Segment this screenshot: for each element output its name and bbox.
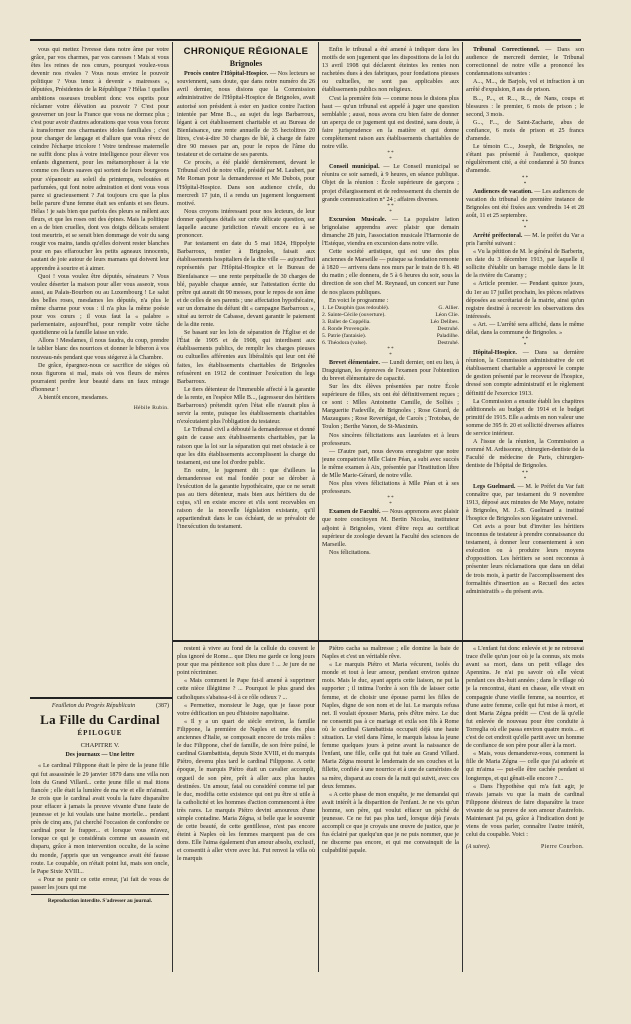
to-be-continued: (A suivre).: [466, 844, 491, 851]
program-title: 4. Ronde Provençale.: [322, 325, 370, 332]
paragraph: Enfin le tribunal a été amené à indiquer dans les motifs de son jugement que les dispositions de la loi du 13 avril 1908 qui déclarent éteintes les rentes non rachetées dues à des fabriques, pour fondations pieuses ou cultuelles, ne sont pas applicables aux établissements publics non religieux.: [322, 47, 459, 94]
paragraph: Quoi ! vous voulez être députés, sénateurs ? Vous voulez déserter la maison pour aller vous asseoir, vous aussi, au Palais-Bourbon ou au Luxembourg ! Le salut des belles roses, mesdames les députés, n'a plus le même charme pour vous : il n'a plus la même poésie pour vos cœurs ; il vous faut la « palabre » parlementaire, aujourd'hui, pour remplir votre tâche quotidienne où la famille laisse un vide.: [31, 273, 169, 337]
paragraph: « Il y a un quart de siècle environ, la famille Filippone, la première de Naples et une des plus anciennes d'Italie, se composait encore de trois mâles : le duc Filippone, chef de famille, de son frère puîné, le cardinal Giambattista, depuis Sixte XVIII, et du marquis Piétro, devenu plus tard le cardinal Filippone. A cette époque, le marquis Piétro était un cavalier accompli, orgueil de son père, prêt à aller aux plus hautes destinées. Un amour, fatal ou considéré comme tel par le duc, modifia cette existence qui ont pu être si utile à la catholicité et les hommes d'action commencent à être très rares. Le marquis Piétro devint amoureux d'une simple contadine. Maria Zégna, si belle que le souvenir de cette beauté, de cette gentillesse, n'est pas encore éteint à Naples où les femmes marquent pas de ces dons. Elle l'aima également d'un amour absolu, exclusif, et consentit à aller vivre avec lui. Fut renvoi la villa où le marquis: [177, 718, 315, 863]
paragraph: Examen de Faculté. — Nous apprenons avec plaisir que notre concitoyen M. Bertin Nicolas, instituteur adjoint à Brignoles, vient d'être reçu au certificat supérieur de zoologie devant la Faculté des sciences de Marseille.: [322, 509, 459, 548]
feuilleton-column-1: [31, 702, 169, 1002]
separator-stars: * * *: [387, 496, 394, 508]
subsection-text: Dans sa dernière réunion, la Commission administrative de cet établissement charitable a approuvé le compte de gestion présenté par le receveur de l'hospice, dressé son compte administratif et le règlement définitif de l'exercice 1913.: [466, 350, 584, 397]
program-author: Léon Clie.: [435, 311, 459, 318]
program-row: [322, 326, 459, 333]
subsection-text: La populaire lation brignolaise apprendra avec plaisir que demain dimanche 28 juin, l'association musicale l'Harmonie de l'Estéque, viendra en excursion dans notre ville.: [322, 216, 459, 247]
paragraph: vous qui mettez l'ivresse dans notre âme par votre grâce, par vos charmes, par vos caresses ! Mais si vous êtes les reines de nos cœurs, pourquoi voulez-vous devenir nos rivales ? Vous nous enviez le pouvoir politique ? Vous tenez à devenir « mairesses », députées, Présidentes de la République ? Hélas ! quelles ambitions osseuses troublent donc vos esprits pour réclamer votre élévation au pouvoir ? C'est pour gouverner un jour la France que vous ne dormez plus ; c'est pour avoir d'autres adorations que vous vous forcez à transformer nos charmantes idoles familiales ; c'est pour changer de langage et d'allure que vous rêvez de ceindre l'écharpe tricolore ! Votre tendresse maternelle ne suffit donc plus à votre intelligence pour élever vos enfants dignement, pour les métamorphoser à la vie comme ces fleurs suaves qui sortent de leurs bourgeons pour s'épanouir au soleil du printemps, veloutées et parfumées, qui font notre admiration et dont vous vous parez si gracieusement ? J'ai toujours cru que la plus belle parure d'une femme était ses enfants et ses fleurs. Hélas ! je sais bien que parfois des pleurs se mêlent aux fleurs, et que les roses ont des épines. Mais la politique en a de bien cruelles, dont vos doigts délicats seraient tout meurtris, et se serait bien dommage de voir du sang rougir vos mains, tandis qu'elles doivent rester blanches pour en pas effaroucher les petits agneaux innocents, sautant de joie autour de leurs mamans qui doivent leur apprendre à sourire et à aimer.: [31, 47, 169, 272]
program-row: [322, 312, 459, 319]
subsection-heading: Examen de Faculté.: [329, 509, 381, 516]
subsection-heading: Brevet élémentaire.: [329, 359, 380, 366]
subsection-text: Les audiences de vacation du tribunal de première instance de Brignoles ont été fixées aux vendredis 14 et 28 août, 11 et 25 septembre.: [466, 188, 584, 219]
program-author: Paladilhe.: [436, 332, 459, 339]
paragraph: « L'enfant fut donc enlevée et je ne retrouvai trace d'elle qu'un jour où je la connus, six mois avant sa mort, dans un petit village des Apennins. Je n'ai pu savoir où elle vécut pendant ces dix-huit années ; dans le village où je la rencontrai, étant en chasse, elle vivait en compagnie d'une vieille femme, sa nourrice, et d'une autre femme, celle qui fut mise à mort, et dont Maria Zégna prédit — C'est de là qu'elle fut enlevée de nouveau pour être conduite à Torreglia où elle passa environ quatre mois... et c'est de cet endroit qu'elle partit avec un homme de confiance de son père pour aller à la mort.: [466, 646, 584, 750]
chronique-regionale: [177, 46, 315, 636]
subsection-text: M. le préfet du Var a pris l'arrêté suivant :: [466, 232, 584, 247]
program-title: 2. Sainte-Cécile (ouverture).: [322, 311, 386, 318]
paragraph: restent à vivre au fond de la cellule du couvent le plus ignoré de Rome... que Dieu me garde ce long jours pour que ma pénitence soit plus dure ! ... Je jure de ne point récriminer.: [177, 646, 315, 677]
subsection-heading: Arrêté préfectoral.: [473, 232, 523, 239]
paragraph: Nos sincères félicitations aux lauréates et à leurs professeurs.: [322, 432, 459, 447]
paragraph: Conseil municipal. — Le Conseil municipal se réunira ce soir samedi, à 9 heures, en séance publique. Objet de la réunion : École supérieure de garçons ; projet d'élargissement et de redressement du chemin de grande communication n° 24 ; affaires diverses.: [322, 164, 459, 203]
feuilleton-column-2: [177, 645, 315, 1007]
subsection-text: M. le Préfet du Var fait connaître que, par testament du 9 novembre 1913, déposé aux minutes de Me Maye, notaire à Brignoles, M. J.-B. Guelmard a institué l'hospice de Brignoles son légataire universel.: [466, 483, 584, 522]
paragraph: Excursion Musicale. — La populaire lation brignolaise apprendra avec plaisir que demain dimanche 28 juin, l'association musicale l'Harmonie de l'Estéque, viendra en excursion dans notre ville.: [322, 216, 459, 247]
paragraph: Se basant sur les lois de séparation de l'Église et de l'État de 1905 et de 1908, qui interdisent aux établissements publics, de remplir les charges pieuses ou cultuelles afférentes aux libéralités qui leur ont été faites, les établissements charitables de Brignoles refusèrent en 1912 de continuer l'exécution du legs Barbarroux.: [177, 330, 315, 385]
subsection-heading: Audiences de vacation.: [473, 188, 533, 195]
novel-author: Pierre Courbon.: [540, 844, 584, 851]
column-4-news: [466, 46, 584, 636]
separator-stars: * * *: [521, 470, 529, 482]
subsection-text: Nous apprenons avec plaisir que notre concitoyen M. Bertin Nicolas, instituteur adjoint à Brignoles, vient d'être reçu au certificat supérieur de zoologie devant la Faculté des sciences de Marseille.: [322, 509, 459, 548]
paragraph: Le témoin C..., Joseph, de Brignoles, ne s'étant pas présenté à l'audience, quoique régulièrement cité, a été condamné à 50 francs d'amende.: [466, 144, 584, 175]
paragraph: Audiences de vacation. — Les audiences de vacation du tribunal de première instance de Brignoles ont été fixées aux vendredis 14 et 28 août, 11 et 25 septembre.: [466, 188, 584, 219]
paragraph: « Article premier. — Pendant quinze jours, du 1er au 17 juillet prochain, les pièces relatives déposées au secrétariat de la mairie, ainsi qu'un registre destiné à recevoir les observations des intéressés.: [466, 281, 584, 320]
feuilleton-header-text: Feuilleton du Progrès Républicain: [51, 703, 136, 709]
column-1-article: [31, 46, 169, 694]
paragraph: Cet avis a pour but d'inviter les héritiers inconnus de testateur à prendre connaissance du testament, à donner leur consentement à son exécution ou à produire leurs moyens d'opposition. Les héritiers se sont reconnus à présenter leurs réclamations que dans un délai de trois mois, à partir de l'accomplissement des formalités d'insertion au « Recueil des actes administratifs » du présent avis.: [466, 523, 584, 595]
program-author: G. Allier.: [438, 304, 459, 311]
paragraph: Arrêté préfectoral. — M. le préfet du Var a pris l'arrêté suivant :: [466, 232, 584, 247]
separator-stars: * * *: [387, 346, 394, 358]
feuilleton-column-3: [322, 645, 459, 1007]
paragraph: « Art. — L'arrêté sera affiché, dans le même délai, dans la commune de Brignoles. »: [466, 321, 584, 336]
feuilleton-header: [31, 702, 169, 710]
paragraph: C'est la première fois — comme nous le disions plus haut — qu'un tribunal est appelé à juger une question semblable ; aussi, nous avons cru bien faire de donner un aperçu de ce jugement qui est destiné, sans doute, à faire jurisprudence en la matière et qui donne complètement raison aux établissements charitables de notre ville.: [322, 95, 459, 151]
program-row: [322, 333, 459, 340]
program-author: Léo Delibes.: [430, 318, 459, 325]
section-title: CHRONIQUE RÉGIONALE: [183, 46, 309, 57]
paragraph: « Mais, vous demanderez-vous, comment la fille de Maria Zégna — celle que j'ai adorée et qui m'aima — put-elle être cachée pendant si longtemps, et qui gênait-elle encore ? ...: [466, 751, 584, 782]
subsection-heading: Conseil municipal.: [329, 164, 380, 171]
paragraph: Allons ! Mesdames, il nous faudra, du coup, prendre le tablier blanc des nourrices et donner le biberon à vos nouveau-nés pendant que vous siégerez à la Chambre.: [31, 338, 169, 361]
paragraph: Nous croyons intéressant pour nos lecteurs, de leur donner quelques détails sur cette délicate question, sur laquelle aucune juridiction n'avait encore eu à se prononcer.: [177, 208, 315, 240]
program-row: [322, 319, 459, 326]
paragraph: Le Tribunal civil a débouté la demanderesse et donné gain de cause aux établissements charitables, par la raison que la loi sur la séparation qui met obstacle à ce que les dits établissements accomplissent la charge du testament, est une loi d'ordre public.: [177, 427, 315, 466]
paragraph: Procès contre l'Hôpital-Hospice. — Nos lecteurs se souviennent, sans doute, que dans notre numéro du 26 avril dernier, nous disions que la Commission administrative de l'Hôpital-Hospice de Brignoles, avait autorisé son président à ester en justice contre l'action intentée par Mme B..., au sujet du legs Barbarroux, légant à cet établissement charitable et au Bureau de Bienfaisance, une rente annuelle de 35 hectolitres 20 litres, c'est-à-dire 30 charges de blé, à charge de faire dire 90 messes par an, pour le repos de l'âme du testateur et de certaine de ses parents.: [177, 71, 315, 159]
continuation-line: [466, 843, 584, 851]
column-rule: [462, 42, 463, 972]
novel-title: La Fille du Cardinal: [40, 712, 160, 728]
signature: Hébile Rubin.: [133, 405, 169, 412]
program-row: [322, 305, 459, 312]
paragraph: Hôpital-Hospice. — Dans sa dernière réunion, la Commission administrative de cet établissement charitable a approuvé le compte de gestion présenté par le receveur de l'hospice, dressé son compte administratif et le règlement définitif de l'exercice 1913.: [466, 350, 584, 397]
paragraph: Nos félicitations.: [329, 549, 371, 556]
paragraph: Brevet élémentaire. — Lundi dernier, ont eu lieu, à Draguignan, les épreuves de l'examen pour l'obtention du brevet élémentaire de capacité.: [322, 359, 459, 382]
paragraph: De grâce, épargnez-nous ce sacrifice de sièges où nous figurons si mal, mais où vos fleurs de mères pourraient perdre leur beauté dans un faux mirage d'honneur !: [31, 362, 169, 393]
subsection-heading: Hôpital-Hospice.: [473, 350, 517, 357]
subsection-text: Lundi dernier, ont eu lieu, à Draguignan, les épreuves de l'examen pour l'obtention du brevet élémentaire de capacité.: [322, 359, 459, 382]
separator-stars: * * *: [521, 337, 529, 349]
episode-number: (387): [156, 703, 169, 709]
paragraph: En voici le programme :: [329, 297, 389, 304]
paragraph: A..., M..., de Barjols, vol et infraction à un arrêté d'expulsion, 8 ans de prison.: [466, 79, 584, 94]
program-author: Destruhé.: [437, 325, 459, 332]
town-heading: Brignoles: [229, 59, 263, 69]
subsection-heading: Excursion Musicale.: [329, 216, 387, 223]
feuilleton-rule: [173, 640, 583, 642]
program-row: [322, 340, 459, 347]
top-rule: [30, 39, 581, 41]
subsection-heading: Procès contre l'Hôpital-Hospice.: [184, 71, 269, 78]
paragraph: La Commission a ensuite établi les chapitres additionnels au budget de 1914 et le budget primitif de 1915. Elle a admis en non valeur une somme de 395 fr. 20 et sollicité diverses affaires de service intérieur.: [466, 398, 584, 438]
program-title: 6. Théodora (valse).: [322, 339, 367, 346]
paragraph: En outre, le jugement dit : que d'ailleurs la demanderesse est mal fondée pour se dérober à l'exécution de la garantie hypothécaire, que ce ne serait pas au tiers détenteur, mais bien aux héritiers du de cujus, s'il en existe encore et s'ils sont recevables en raison de la nouvelle législation existante, qu'il appartiendrait dans le cas échéant, de se prévaloir de l'inexécution du testament.: [177, 467, 315, 531]
subsection-heading: Legs Guelmard.: [473, 483, 516, 490]
paragraph: Le tiers détenteur de l'immeuble affecté à la garantie de la rente, en l'espèce Mlle B..., (agresseur des héritiers Barbarroux) prétendit qu'en l'état elle n'aurait plus à servir la rente, puisque les établissements charitables n'exécutaient plus l'obligation du testateur.: [177, 386, 315, 426]
column-3-news: [322, 46, 459, 636]
subsection-text: Nos lecteurs se souviennent, sans doute, que dans notre numéro du 26 avril dernier, nous disions que la Commission administrative de l'Hôpital-Hospice de Brignoles, avait autorisé son président à ester en justice contre l'action intentée par Mme B..., au sujet du legs Barbarroux, légant à cet établissement charitable et au Bureau de Bienfaisance, une rente annuelle de 35 hectolitres 20 litres, c'est-à-dire 30 charges de blé, à charge de faire dire 90 messes par an, pour le repos de l'âme du testateur et de certaine de ses parents.: [177, 71, 315, 159]
paragraph: « A cette phase de mon enquête, je me demandai qui avait intérêt à la disparition de l'enfant. Je ne vis qu'un homme, son père, qui voulut effacer un péché de jeunesse. Ce ne fut pas plus tard, lorsque déjà j'avais accompli ce que je croyais une œuvre de justice, que je fus éclairé par quelqu'un que je ne puis nommer, que je ne discerne pas encore, et qui me convainquit de la culpabilité papale.: [322, 791, 459, 855]
separator-stars: * * *: [521, 175, 529, 187]
concert-program: [322, 305, 459, 347]
feuilleton-column-4: [466, 645, 584, 1007]
paragraph: « Dans l'hypothèse qui m'a fait agir, je n'avais jamais vu que la main de cardinal Filippone désireux de faire disparaître la trace vivante de sa preuve de son amour d'autrefois. Maintenant j'ai pu, grâce à l'indication dont je viens de vous parler, connaître l'autre intérêt, celui du coupable. Voici :: [466, 783, 584, 839]
paragraph: Nos plus vives félicitations à Mlle Péan et à ses professeurs.: [322, 481, 459, 496]
paragraph: « Le marquis Piétro et Maria vécurent, isolés du monde et tout à leur amour, pendant environ quinze mois. Mais le duc, ayant appris cette liaison, ne put la supporter ; il intima l'ordre à son fils de laisser cette femme, et de choisir une épouse parmi les filles de Naples, digne de son nom et de lui. Le marquis refusa net. Il voulait épouser Maria, près d'être mère. Le duc ne consentit pas à ce mariage et exila son fils à Rome où le cardinal Giambattista occupait déjà une haute situation. Le vieil dans l'âme, le marquis laissa la jeune femme quelques jours à peine avant la naissance de l'enfant, une fille, celle qui fut tuée au Grand Villard. Maria Zégna mourut le lendemain de ses couches et la fillette, confiée à une nourrice et à une de caméristes de sa mère, disparut au cours de la nuit qui suivit, avec ces deux femmes.: [322, 662, 459, 790]
paragraph: Legs Guelmard. — M. le Préfet du Var fait connaître que, par testament du 9 novembre 1913, déposé aux minutes de Me Maye, notaire à Brignoles, M. J.-B. Guelmard a institué l'hospice de Brignoles son légataire universel.: [466, 483, 584, 522]
chapter-number: CHAPITRE V.: [80, 742, 120, 750]
program-title: 5. Patrie (fantaisie).: [322, 332, 367, 339]
column-rule: [318, 42, 319, 972]
paragraph: « Vu la pétition de M. le général de Barberin, en date du 3 décembre 1913, par laquelle il sollicite d'établir un barrage mobile dans le lit de la rivière du Caramy ;: [466, 249, 584, 280]
program-title: 1. Le Dauphin (pas redoublé).: [322, 304, 390, 311]
paragraph: B..., P..., et R..., R..., de Nans, coups et blessures : le premier, 6 mois de prison ; le second, 3 mois.: [466, 95, 584, 118]
paragraph: Par testament en date du 5 mai 1824, Hippolyte Barbarroux, rentier à Brignoles, faisait aux établissements hospitaliers de la dite ville — aujourd'hui représentés par l'Hôpital-Hospice et le Bureau de Bienfaisance — une rente perpétuelle de 30 charges de blé, payable chaque année, sur l'attestation écrite du prêtre qui aurait dit 90 messes, pour le repos de son âme et de celles de ses parents ; une affectation hypothécaire, sur un domaine du défunt dit « campagne Barbarroux », situé au terroir de Cabasse, devant garantir le paiement de la dite rente.: [177, 241, 315, 329]
feuilleton-rule: [30, 697, 172, 699]
paragraph: Piétro cacha sa maîtresse ; elle domine la baie de Naples et c'est un véritable rêve.: [322, 646, 459, 661]
column-rule: [172, 42, 173, 972]
program-title: 3. Ballet de Coppélia.: [322, 318, 371, 325]
paragraph: A bientôt encore, mesdames.: [38, 395, 109, 402]
paragraph: « Pour ne punir ce cette erreur, j'ai fait de vous de passer les jours qui me: [31, 876, 169, 891]
paragraph: Ce procès, a été plaidé dernièrement, devant le Tribunal civil de notre ville, présidé par M. Laubert, par Me Roman pour la demanderesse et Me Dubois, pour l'Hôpital-Hospice. Dans son audience civile, du mercredi 17 juin, il a rendu un jugement longuement motivé.: [177, 160, 315, 207]
separator-stars: * * *: [387, 203, 394, 215]
subsection-text: Dans son audience de mercredi dernier, le Tribunal correctionnel de notre ville a prononcé les condamnations suivantes :: [466, 47, 584, 78]
separator-stars: * * *: [387, 151, 394, 163]
paragraph: Sur les dix élèves présentées par notre École supérieure de filles, six ont été définitivement reçues ; ce sont : Mlles Antoinette Camille, de Solliès ; Marguerite Fadeville, de Brignoles ; Rose Girard, de Mazaugues ; Rose Revertégat, de Carcès ; Trotobas, de Toulon ; Berthe Vanon, de St-Maximin.: [322, 384, 459, 431]
chapter-title: Des journaux — Une lettre: [65, 752, 135, 759]
paragraph: « Permettez, monsieur le Juge, que je fasse pour votre édification un peu d'histoire napolitaine.: [177, 702, 315, 717]
paragraph: A l'issue de la réunion, la Commission a nommé M. Ardissonne, chirurgien-dentiste de la Faculté de médecine de Paris, chirurgien-dentiste de l'hôpital de Brignoles.: [466, 439, 584, 470]
paragraph: « Le cardinal Filippone était le père de la jeune fille qui fut assassinée le 29 janvier 1879 dans une villa non loin du Grand Villard... cette jeune fille si mal itions fiancée ; elle était la lumière de ma vie et elle m'aimait. Je crois que le cardinal avait voulu la faire disparaître pour effacer à jamais la preuve vivante d'une faute de jeunesse et je lui voulais une haine mortelle... pendant près de cinq ans, j'ai cherché l'occasion de confondre ce cardinal pour le frapper... et lorsque vous m'avez, lorsque ce qui je considérais comme un assassin est disparu, grâce à mon intervention occulte, de la scène du monde, j'appris que un vengeance avait été fausse route. Le coupable, on n'était point lui, mais son oncle, le Pape Sixte XVIII...: [31, 763, 169, 875]
paragraph: Cette société artistique, qui est une des plus anciennes de Marseille — puisque sa fondation remonte à 1820 — arrivera dans nos murs par le train de 8 h. 48 du matin ; elle donnera, de 5 à 6 heures du soir, sous la direction de son chef M. Reynaud, un concert sur l'une de nos places publiques.: [322, 249, 459, 296]
separator-stars: * * *: [521, 219, 529, 231]
paragraph: « Mais comment le Pape fut-il amené à supprimer cette nièce illégitime ? ... Pourquoi le plus grand des catholiques s'abaissa-t-il à ce rôle odieux ? ...: [177, 678, 315, 701]
subsection-text: Le Conseil municipal se réunira ce soir samedi, à 9 heures, en séance publique. Objet de la réunion : École supérieure de garçons ; projet d'élargissement et de redressement du chemin de grande communication n° 24 ; affaires diverses.: [322, 164, 459, 203]
paragraph: — D'autre part, nous devons enregistrer que notre jeune compatriote Mlle Claire Péan, a subi avec succès le même examen à Aix, présentée par l'Institution libre de Mlle Marie-Gérard, de notre ville.: [322, 448, 459, 480]
program-author: Destruhé.: [437, 339, 459, 346]
novel-part: ÉPILOGUE: [77, 729, 123, 738]
reproduction-notice: Reproduction interdite. S'adresser au journal.: [31, 894, 169, 905]
subsection-heading: Tribunal Correctionnel.: [473, 47, 540, 53]
paragraph: G..., F..., de Saint-Zacharie, abus de confiance, 6 mois de prison et 25 francs d'amende.: [466, 119, 584, 143]
paragraph: Tribunal Correctionnel. — Dans son audience de mercredi dernier, le Tribunal correctionnel de notre ville a prononcé les condamnations suivantes :: [466, 47, 584, 78]
